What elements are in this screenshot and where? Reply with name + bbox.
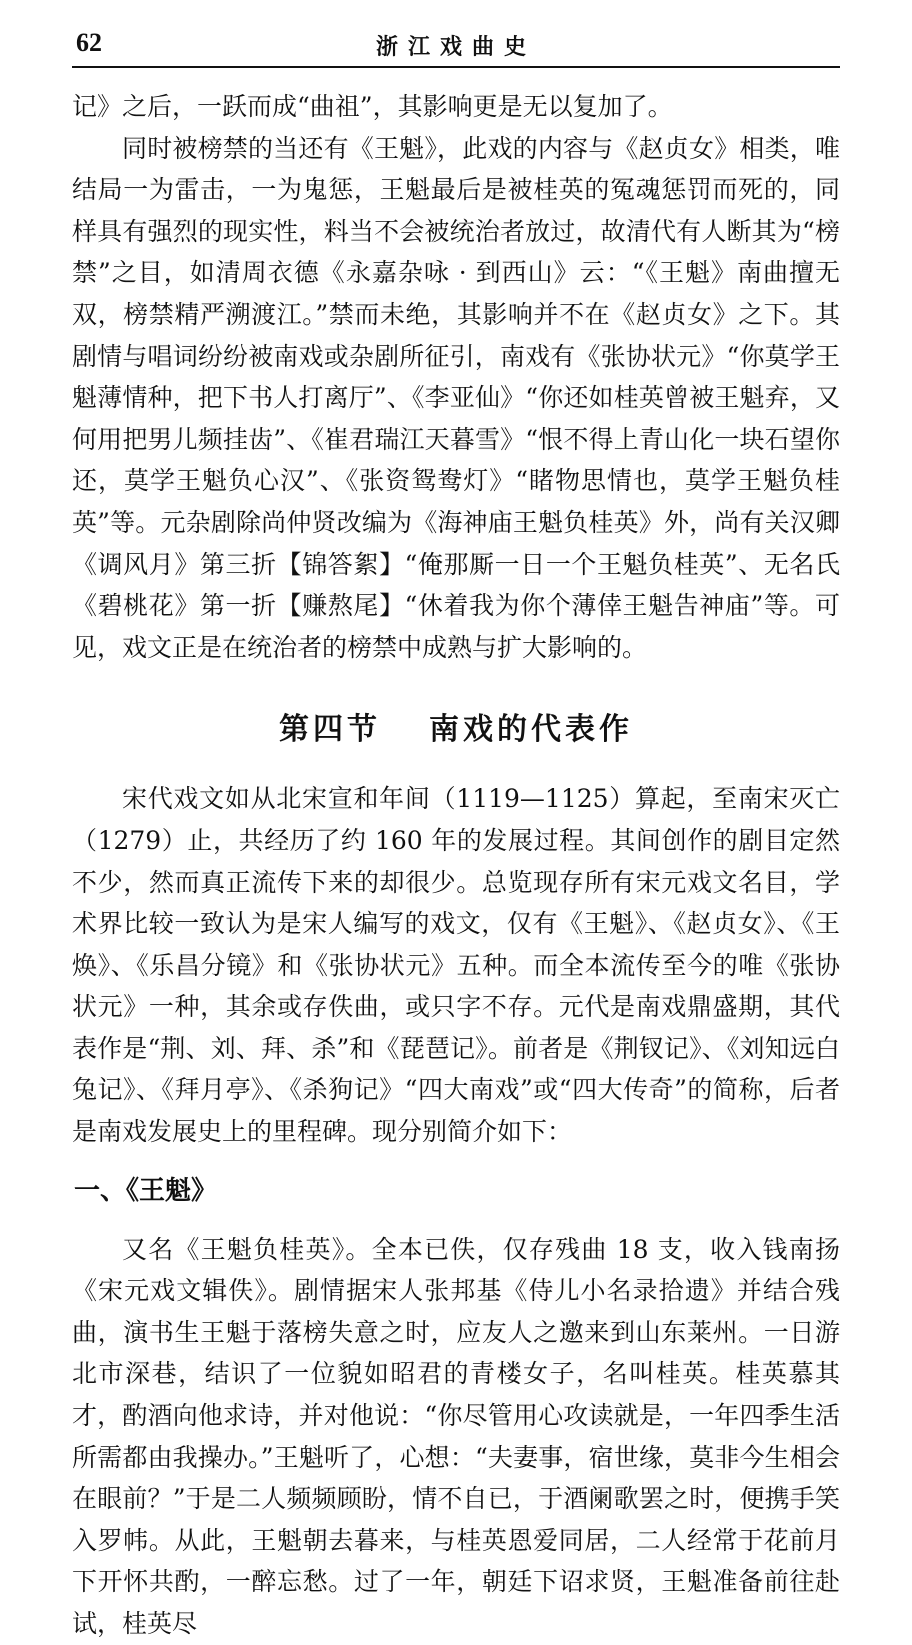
page-number: 62 (76, 28, 102, 57)
paragraph-continued: 记》之后，一跃而成“曲祖”，其影响更是无以复加了。 (72, 92, 673, 121)
subsection-heading: 一、《王魁》 (74, 1175, 218, 1206)
paragraph-banned-plays: 同时被榜禁的当还有《王魁》，此戏的内容与《赵贞女》相类，唯结局一为雷击，一为鬼惩，王魁最后是被桂英的冤魂惩罚而死的，同样具有强烈的现实性，料当不会被统治者放过，故清代有人断其为“榜禁”之目，如清周衣德《永嘉杂咏 · 到西山》云：“《王魁》南曲擅无双，榜禁精严溯渡江。”禁而未绝，其影响并不在《赵贞女》之下。其剧情与唱词纷纷被南戏或杂剧所征引，南戏有《张协状元》“你莫学王魁薄情种，把下书人打离厅”、《李亚仙》“你还如桂英曾被王魁弃，又何用把男儿频挂齿”、《崔君瑞江天暮雪》“恨不得上青山化一块石望你还，莫学王魁负心汉”、《张资鸳鸯灯》“睹物思情也，莫学王魁负桂英”等。元杂剧除尚仲贤改编为《海神庙王魁负桂英》外，尚有关汉卿《调风月》第三折【锦答絮】“俺那厮一日一个王魁负桂英”、无名氏《碧桃花》第一折【赚熬尾】“休着我为你个薄倖王魁告神庙”等。可见，戏文正是在统治者的榜禁中成熟与扩大影响的。 (72, 133, 840, 662)
page-body (72, 86, 840, 1645)
section-heading (72, 704, 840, 748)
section-title: 南戏的代表作 (429, 712, 633, 748)
paragraph-wangkui: 又名《王魁负桂英》。全本已佚，仅存残曲 18 支，收入钱南扬《宋元戏文辑佚》。剧情据宋人张邦基《侍儿小名录拾遗》并结合残曲，演书生王魁于落榜失意之时，应友人之邀来到山东莱州。一日游北市深巷，结识了一位貌如昭君的青楼女子，名叫桂英。桂英慕其才，酌酒向他求诗，并对他说：“你尽管用心攻读就是，一年四季生活所需都由我操办。”王魁听了，心想：“夫妻事，宿世缘，莫非今生相会在眼前？”于是二人频频顾盼，情不自已，于酒阑歌罢之时，便携手笑入罗帏。从此，王魁朝去暮来，与桂英恩爱同居，二人经常于花前月下开怀共酌，一醉忘愁。过了一年，朝廷下诏求贤，王魁准备前往赴试，桂英尽 (72, 1234, 840, 1638)
page-header (72, 22, 840, 68)
section-number: 第四节 (279, 712, 381, 748)
running-title: 浙江戏曲史 (375, 34, 536, 60)
paragraph-intro: 宋代戏文如从北宋宣和年间（1119—1125）算起，至南宋灭亡（1279）止，共经历了约 160 年的发展过程。其间创作的剧目定然不少，然而真正流传下来的却很少。总览现存所有宋元戏文名目，学术界比较一致认为是宋人编写的戏文，仅有《王魁》、《赵贞女》、《王焕》、《乐昌分镜》和《张协状元》五种。而全本流传至今的唯《张协状元》一种，其余或存佚曲，或只字不存。元代是南戏鼎盛期，其代表作是“荆、刘、拜、杀”和《琵琶记》。前者是《荆钗记》、《刘知远白兔记》、《拜月亭》、《杀狗记》“四大南戏”或“四大传奇”的简称，后者是南戏发展史上的里程碑。现分别简介如下： (72, 784, 840, 1147)
